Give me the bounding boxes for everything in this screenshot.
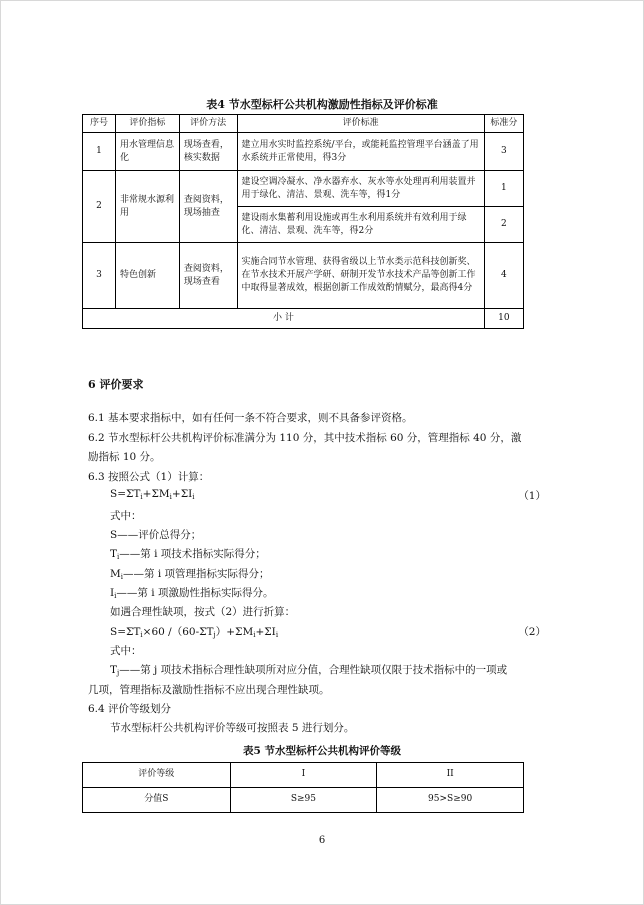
table-cell: 1 — [484, 171, 523, 207]
definition-m: $M_i——$第 i 项管理指标实际得分； — [110, 568, 270, 581]
table-cell: S≥95 — [230, 788, 377, 813]
table-cell: 2 — [83, 171, 116, 243]
table4-total-row — [83, 309, 524, 329]
table-row — [83, 171, 524, 207]
section6-heading: 6 评价要求 — [88, 378, 144, 391]
formula-2-number: （2） — [518, 626, 546, 638]
table4-header: 评价指标 — [115, 115, 179, 133]
table-cell: 查阅资料，现场查看 — [179, 243, 237, 309]
where-label-2: 式中： — [110, 645, 142, 657]
table4-caption: 表4 节水型标杆公共机构激励性指标及评价标准 — [206, 98, 438, 111]
table-cell: 3 — [83, 243, 116, 309]
table4-header: 评价标准 — [237, 115, 484, 133]
table-cell: 非常规水源利用 — [115, 171, 179, 243]
definition-s: S——评价总得分； — [110, 529, 202, 541]
table5-header: 评价等级 — [83, 763, 231, 788]
table-cell: 4 — [484, 243, 523, 309]
table-row — [83, 788, 524, 813]
table4 — [82, 114, 524, 329]
table-cell: 2 — [484, 207, 523, 243]
table-cell: 现场查看，核实数据 — [179, 133, 237, 171]
table-cell: 分值S — [83, 788, 231, 813]
table-cell: 95>S≥90 — [377, 788, 524, 813]
table5-header-row — [83, 763, 524, 788]
table4-header: 评价方法 — [179, 115, 237, 133]
table-row — [83, 243, 524, 309]
formula-2: $S=\Sigma T_i\times 60$ $/(60-\Sigma T_j)+\Sigma M_i+\Sigma I_i$ — [110, 626, 279, 639]
definition-tj: $T_j——$第 j 项技术指标合理性缺项所对应分值，合理性缺项仅限于技术指标中的一项或 — [110, 664, 508, 677]
page-number: 6 — [318, 835, 326, 846]
table4-header-row — [83, 115, 524, 133]
paragraph-6-2: 6.2 节水型标杆公共机构评价标准满分为 110 分，其中技术指标 60 分，管理指标 40 分，激 — [88, 432, 522, 444]
table-cell: 3 — [484, 133, 523, 171]
table-cell: 查阅资料，现场抽查 — [179, 171, 237, 243]
paragraph-6-2-cont: 励指标 10 分。 — [88, 451, 161, 463]
table-cell: 1 — [83, 133, 116, 171]
definition-t: $T_i——$第 i 项技术指标实际得分； — [110, 548, 266, 561]
table-cell: 特色创新 — [115, 243, 179, 309]
table-cell: 实施合同节水管理、获得省级以上节水类示范科技创新奖、在节水技术开展产学研、研制开发节水技术产品等创新工作中取得显著成效，根据创新工作成效酌情赋分，最高得4分 — [237, 243, 484, 309]
table-cell: 建设雨水集蓄利用设施或再生水利用系统并有效利用于绿化、清洁、景观、洗车等，得2分 — [237, 207, 484, 243]
paragraph-6-4-body: 节水型标杆公共机构评价等级可按照表 5 进行划分。 — [110, 722, 355, 734]
table-cell: 建立用水实时监控系统/平台，或能耗监控管理平台涵盖了用水系统并正常使用，得3分 — [237, 133, 484, 171]
formula-1-number: （1） — [518, 490, 546, 502]
table4-total-label: 小 计 — [83, 309, 485, 329]
table4-total-score: 10 — [484, 309, 523, 329]
table-row — [83, 133, 524, 171]
table4-header: 标准分 — [484, 115, 523, 133]
table5-header: II — [377, 763, 524, 788]
table5-header: I — [230, 763, 377, 788]
paragraph-6-1: 6.1 基本要求指标中，如有任何一条不符合要求，则不具备参评资格。 — [88, 412, 413, 424]
table5 — [82, 762, 524, 813]
table-cell: 用水管理信息化 — [115, 133, 179, 171]
formula-1: $S=\Sigma T_i+\Sigma M_i+\Sigma I_i$ — [110, 488, 195, 501]
where-label-1: 式中： — [110, 510, 142, 522]
table4-header: 序号 — [83, 115, 116, 133]
definition-i: $I_i——$第 i 项激励性指标实际得分。 — [110, 587, 274, 600]
table-cell: 建设空调冷凝水、净水器弃水、灰水等水处理再利用装置并用于绿化、清洁、景观、洗车等，得1分 — [237, 171, 484, 207]
paragraph-6-4: 6.4 评价等级划分 — [88, 703, 172, 715]
paragraph-6-3: 6.3 按照公式（1）计算： — [88, 471, 210, 483]
definition-tj-cont: 几项，管理指标及激励性指标不应出现合理性缺项。 — [88, 684, 330, 696]
table5-caption: 表5 节水型标杆公共机构评价等级 — [243, 745, 401, 757]
reasonable-missing-note: 如遇合理性缺项，按式（2）进行折算： — [110, 606, 296, 618]
